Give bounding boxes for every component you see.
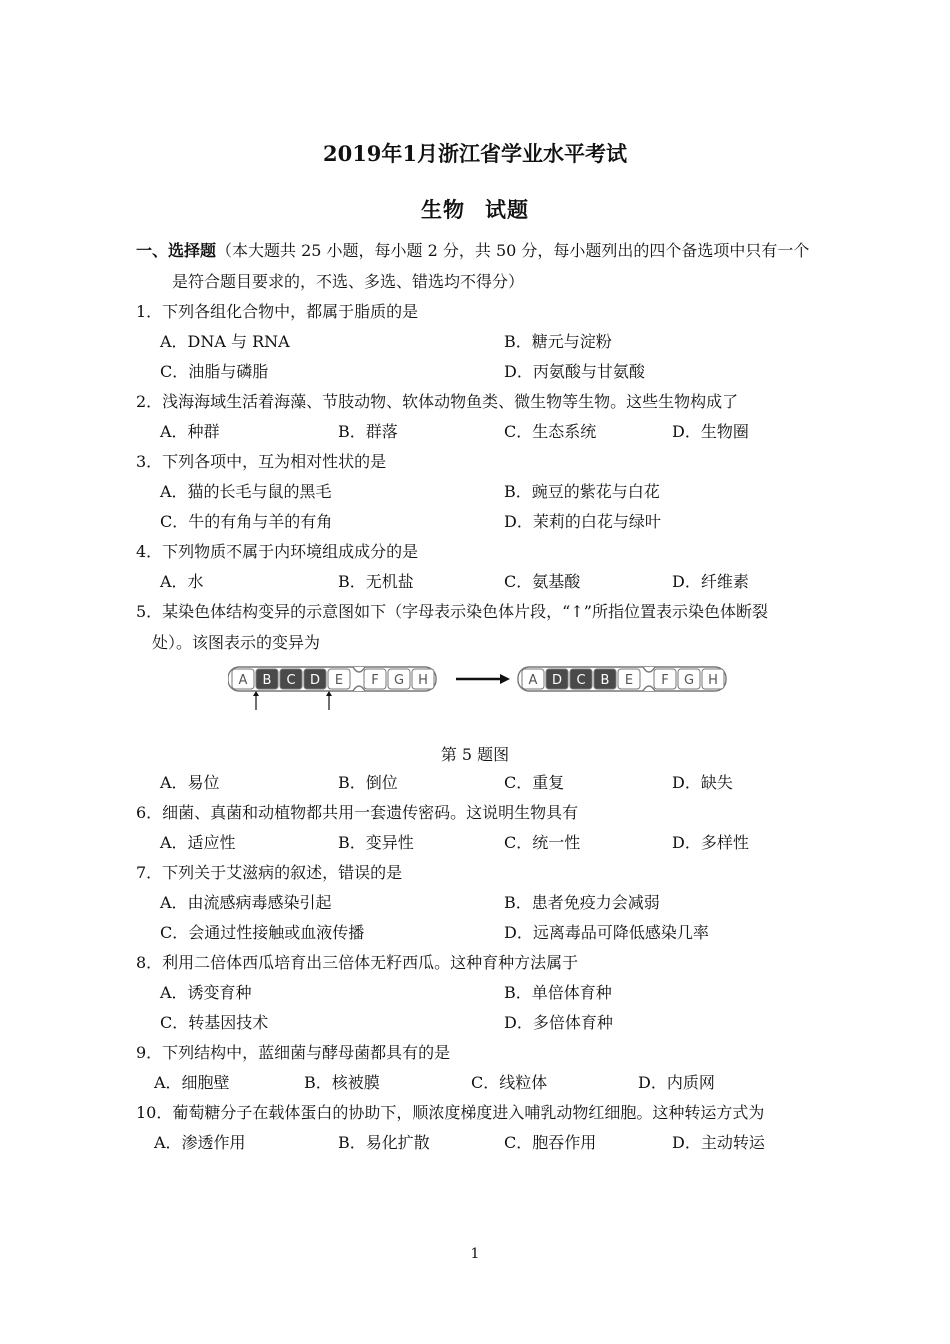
q2-option-a: A．种群 <box>160 422 220 441</box>
q10-option-a: A．渗透作用 <box>154 1133 246 1152</box>
question-8-stem: 8．利用二倍体西瓜培育出三倍体无籽西瓜。这种育种方法属于 <box>136 953 579 972</box>
q4-option-d: D．纤维素 <box>672 572 749 591</box>
q8-option-a: A．诱变育种 <box>160 983 252 1002</box>
chromosome-before <box>228 667 436 691</box>
q6-option-c: C．统一性 <box>504 833 581 852</box>
before-label-d: D <box>309 673 321 688</box>
question-3-stem: 3．下列各项中，互为相对性状的是 <box>136 452 387 471</box>
chromosome-after <box>518 667 726 691</box>
section-desc-1: （本大题共 25 小题，每小题 2 分，共 50 分，每小题列出的四个备选项中只有一个 <box>216 241 810 260</box>
q10-option-d: D．主动转运 <box>672 1133 765 1152</box>
break-arrow-1 <box>253 691 259 710</box>
before-label-e: E <box>334 673 344 688</box>
q2-option-b: B．群落 <box>338 422 398 441</box>
transform-arrow <box>456 674 510 684</box>
question-6-stem: 6．细菌、真菌和动植物都共用一套遗传密码。这说明生物具有 <box>136 803 579 822</box>
q3-option-b: B．豌豆的紫花与白花 <box>504 482 660 501</box>
after-label-a: A <box>528 673 538 688</box>
question-7-stem: 7．下列关于艾滋病的叙述，错误的是 <box>136 863 403 882</box>
q7-option-a: A．由流感病毒感染引起 <box>160 893 332 912</box>
question-5-stem-cont: 处）。该图表示的变异为 <box>152 633 321 652</box>
after-label-c: C <box>576 673 586 688</box>
q5-option-d: D．缺失 <box>672 773 733 792</box>
q6-option-b: B．变异性 <box>338 833 414 852</box>
q9-option-c: C．线粒体 <box>471 1073 548 1092</box>
after-label-h: H <box>708 673 718 688</box>
q6-option-d: D．多样性 <box>672 833 749 852</box>
q3-option-d: D．茉莉的白花与绿叶 <box>504 512 661 531</box>
question-4-stem: 4．下列物质不属于内环境组成成分的是 <box>136 542 419 561</box>
q4-option-a: A．水 <box>160 572 204 591</box>
after-label-d: D <box>551 673 563 688</box>
q1-option-d: D．丙氨酸与甘氨酸 <box>504 362 645 381</box>
q8-option-b: B．单倍体育种 <box>504 983 612 1002</box>
q10-option-b: B．易化扩散 <box>338 1133 430 1152</box>
q1-option-a: A．DNA 与 RNA <box>160 332 290 351</box>
chromosome-diagram <box>228 664 738 714</box>
exam-title: 2019年1月浙江省学业水平考试 <box>322 141 628 166</box>
q8-option-d: D．多倍体育种 <box>504 1013 613 1032</box>
question-10-stem: 10．葡萄糖分子在载体蛋白的协助下，顺浓度梯度进入哺乳动物红细胞。这种转运方式为 <box>136 1103 765 1122</box>
q1-option-c: C．油脂与磷脂 <box>160 362 269 381</box>
q5-option-b: B．倒位 <box>338 773 398 792</box>
page-number: 1 <box>470 1246 480 1262</box>
question-2-stem: 2．浅海海域生活着海藻、节肢动物、软体动物鱼类、微生物等生物。这些生物构成了 <box>136 392 739 411</box>
break-arrow-2 <box>326 691 332 710</box>
q9-option-b: B．核被膜 <box>304 1073 380 1092</box>
q7-option-d: D．远离毒品可降低感染几率 <box>504 923 709 942</box>
q4-option-c: C．氨基酸 <box>504 572 581 591</box>
question-9-stem: 9．下列结构中，蓝细菌与酵母菌都具有的是 <box>136 1043 451 1062</box>
q1-option-b: B．糖元与淀粉 <box>504 332 612 351</box>
exam-subtitle <box>0 194 950 224</box>
q2-option-d: D．生物圈 <box>672 422 749 441</box>
after-label-b: B <box>600 673 610 688</box>
q5-option-c: C．重复 <box>504 773 565 792</box>
q9-option-d: D．内质网 <box>638 1073 715 1092</box>
before-label-b: B <box>262 673 272 688</box>
q2-option-c: C．生态系统 <box>504 422 597 441</box>
after-label-g: G <box>683 673 695 688</box>
before-label-f: F <box>371 673 379 688</box>
figure-caption: 第 5 题图 <box>440 745 510 764</box>
q5-option-a: A．易位 <box>160 773 220 792</box>
section-heading <box>136 240 809 262</box>
before-label-h: H <box>418 673 428 688</box>
q6-option-a: A．适应性 <box>160 833 236 852</box>
q3-option-c: C．牛的有角与羊的有角 <box>160 512 333 531</box>
section-desc-2: 是符合题目要求的，不选、多选、错选均不得分） <box>172 272 525 291</box>
q7-option-b: B．患者免疫力会减弱 <box>504 893 660 912</box>
q4-option-b: B．无机盐 <box>338 572 414 591</box>
q8-option-c: C．转基因技术 <box>160 1013 269 1032</box>
question-1-stem: 1．下列各组化合物中，都属于脂质的是 <box>136 302 419 321</box>
q9-option-a: A．细胞壁 <box>154 1073 230 1092</box>
subject-suffix: 试题 <box>485 197 529 222</box>
section-label: 一、选择题 <box>136 241 217 260</box>
before-label-c: C <box>286 673 296 688</box>
after-label-f: F <box>661 673 669 688</box>
before-label-a: A <box>238 673 248 688</box>
after-label-e: E <box>624 673 634 688</box>
q10-option-c: C．胞吞作用 <box>504 1133 597 1152</box>
before-label-g: G <box>393 673 405 688</box>
subject-name: 生物 <box>421 197 465 222</box>
q7-option-c: C．会通过性接触或血液传播 <box>160 923 365 942</box>
q3-option-a: A．猫的长毛与鼠的黑毛 <box>160 482 332 501</box>
question-5-stem: 5．某染色体结构变异的示意图如下（字母表示染色体片段，“↑”所指位置表示染色体断裂 <box>136 602 768 621</box>
